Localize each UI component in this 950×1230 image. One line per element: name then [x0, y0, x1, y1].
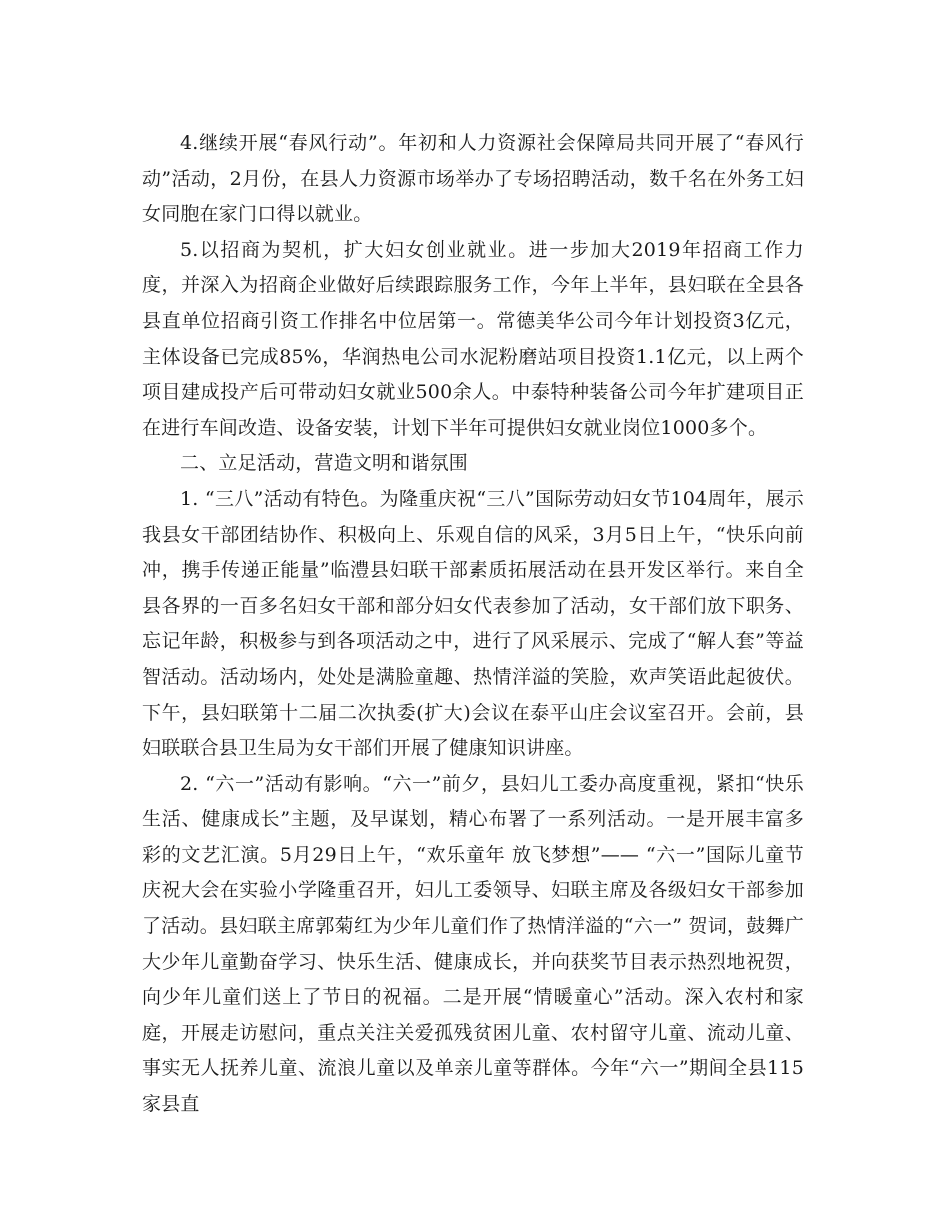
paragraph-june-first-activity: 2. “六一”活动有影响。“六一”前夕，县妇儿工委办高度重视，紧扣“快乐生活、健康成长”主题，及早谋划，精心布署了一系列活动。一是开展丰富多彩的文艺汇演。5月29日上午，“欢乐童年 放飞梦想”—— “六一”国际儿童节庆祝大会在实验小学隆重召开，妇儿工委领导、妇联主席及各级妇女干部参加了活动。县妇联主席郭菊红为少年儿童们作了热情洋溢的“六一” 贺词，鼓舞广大少年儿童勤奋学习、快乐生活、健康成长，并向获奖节目表示热烈地祝贺，向少年儿童们送上了节日的祝福。二是开展“情暖童心”活动。深入农村和家庭，开展走访慰问，重点关注关爱孤残贫困儿童、农村留守儿童、流动儿童、事实无人抚养儿童、流浪儿童以及单亲儿童等群体。今年“六一”期间全县115 家县直 [142, 772, 804, 1116]
paragraph-spring-breeze-action: 4.继续开展“春风行动”。年初和人力资源社会保障局共同开展了“春风行动”活动，2月份，在县人力资源市场举办了专场招聘活动，数千名在外务工妇女同胞在家门口得以就业。 [142, 132, 804, 226]
section-heading-activities: 二、立足活动，营造文明和谐氛围 [180, 452, 469, 475]
document-body [142, 126, 804, 1123]
paragraph-march-eighth-activity: 1. “三八”活动有特色。为隆重庆祝“三八”国际劳动妇女节104周年，展示我县女干部团结协作、积极向上、乐观自信的风采，3月5日上午，“快乐向前冲，携手传递正能量”临澧县妇联干部素质拓展活动在县开发区举行。来自全县各界的一百多名妇女干部和部分妇女代表参加了活动，女干部们放下职务、忘记年龄，积极参与到各项活动之中，进行了风采展示、完成了“解人套”等益智活动。活动场内，处处是满脸童趣、热情洋溢的笑脸，欢声笑语此起彼伏。下午，县妇联第十二届二次执委(扩大)会议在泰平山庄会议室召开。会前，县妇联联合县卫生局为女干部们开展了健康知识讲座。 [142, 487, 804, 760]
paragraph-investment-employment: 5.以招商为契机，扩大妇女创业就业。进一步加大2019年招商工作力度，并深入为招商企业做好后续跟踪服务工作，今年上半年，县妇联在全县各县直单位招商引资工作排名中位居第一。常德美华公司今年计划投资3亿元，主体设备已完成85%，华润热电公司水泥粉磨站项目投资1.1亿元，以上两个项目建成投产后可带动妇女就业500余人。中泰特种装备公司今年扩建项目正在进行车间改造、设备安装，计划下半年可提供妇女就业岗位1000多个。 [142, 238, 804, 439]
